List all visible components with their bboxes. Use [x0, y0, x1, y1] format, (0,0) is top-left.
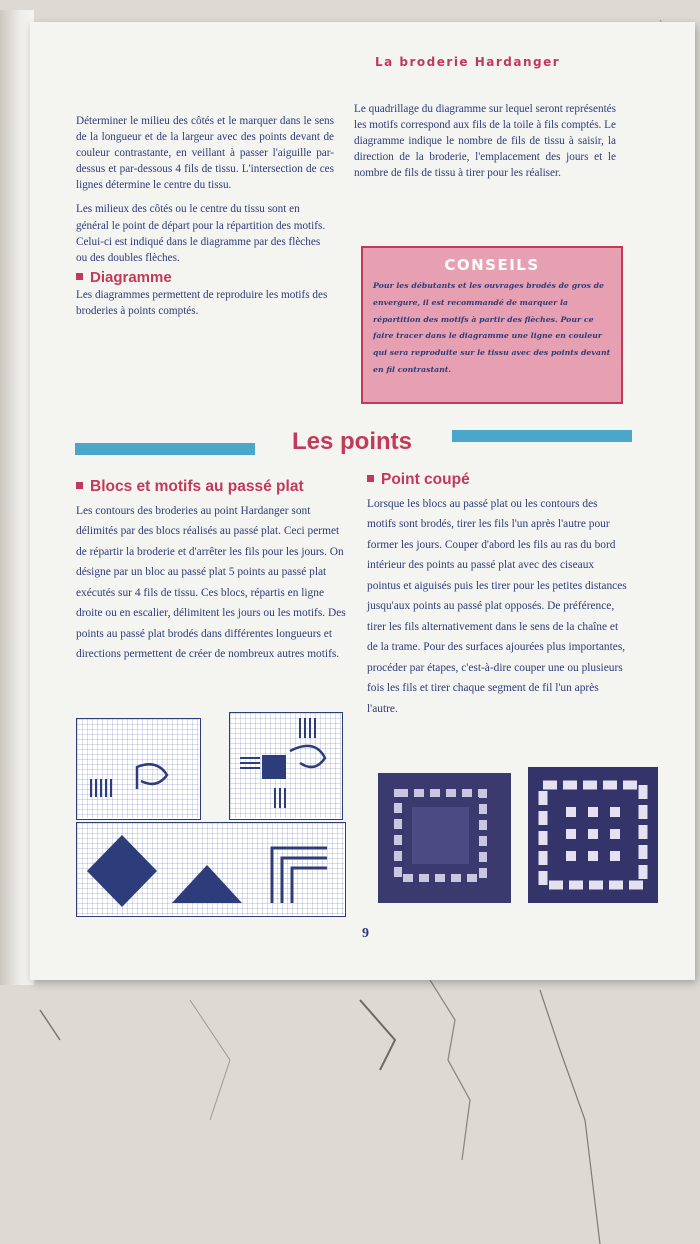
diagram-grid-2	[229, 712, 343, 820]
blocs-heading-label: Blocs et motifs au passé plat	[90, 478, 304, 495]
intro-right-column	[354, 101, 616, 189]
diagram-grid-1	[76, 718, 201, 820]
stitch-diagram-2	[230, 713, 341, 818]
intro-paragraph-1: Déterminer le milieu des côtés et le marquer dans le sens de la longueur et de la largeur avec des points devant de couleur contrastante, en veillant à passer l'aiguille par-dessus et par-dessous 4 fils de tissu. L'intersection de ces lignes détermine le centre du tissu.	[76, 115, 334, 192]
coupe-photo-2	[528, 767, 658, 903]
embroidery-photo-2	[528, 767, 658, 903]
section-bar-left	[75, 443, 255, 455]
section-bar-right	[452, 430, 632, 442]
bullet-square-icon	[76, 273, 83, 280]
embroidery-photo-1	[378, 773, 511, 903]
blocs-paragraph: Les contours des broderies au point Hardanger sont délimités par des blocs réalisés au passé plat. Ceci permet de répartir la broderie et d'arrêter les fils pour les jours. On désigne par un bloc au passé plat 5 points au passé plat exécutés sur 4 fils de tissu. Ces blocs, répartis en ligne droite ou en escalier, délimitent les jours ou les motifs. Des points au passé plat brodés dans différentes longueurs et directions permettent de créer de nombreux autres motifs.	[76, 504, 346, 660]
conseils-title: CONSEILS	[444, 256, 540, 274]
blocs-heading	[76, 477, 346, 498]
intro-left-column	[76, 113, 334, 327]
coupe-photo-1	[378, 773, 511, 903]
conseils-box	[361, 246, 623, 404]
book-spine	[0, 10, 34, 985]
intro-right-paragraph: Le quadrillage du diagramme sur lequel seront représentés les motifs correspond aux fils de la toile à fils comptés. Le diagramme indique le nombre de fils de tissu à saisir, la direction de la broderie, l'emplacement des jours et le nombre de fils de tissu à tirer pour les réaliser.	[354, 103, 616, 180]
diagramme-heading	[76, 270, 334, 286]
coupe-heading	[367, 470, 629, 491]
coupe-paragraph: Lorsque les blocs au passé plat ou les contours des motifs sont brodés, tirer les fils l'un après l'autre pour former les jours. Couper d'abord les fils au ras du bord intérieur des points au passé plat avec des ciseaux pointus et aiguisés puis les tirer pour les petites distances jusqu'aux points au passé plat opposés. De préférence, tirer les fils alternativement dans le sens de la chaîne et de la trame. Pour des surfaces ajourées plus importantes, procéder par étapes, c'est-à-dire couper une ou plusieurs fois les fils et tirer chaque segment de fil l'un après l'autre.	[367, 497, 627, 715]
diagram-grid-3	[76, 822, 346, 917]
bullet-square-icon	[367, 475, 374, 482]
diagramme-heading-label: Diagramme	[90, 268, 172, 286]
conseils-text: Pour les débutants et les ouvrages brodés de gros de envergure, il est recommandé de marquer la répartition des motifs à partir des flèches. Pour ce faire tracer dans le diagramme une ligne en couleur qui sera reproduite sur le tissu avec des points devant en fil contrastant.	[373, 281, 611, 374]
stitch-diagram-3	[77, 823, 344, 915]
blocs-column	[76, 477, 346, 673]
coupe-heading-label: Point coupé	[381, 471, 470, 488]
intro-paragraph-2: Les milieux des côtés ou le centre du tissu sont en général le point de départ pour la répartition des motifs. Celui-ci est indiqué dans le diagramme par des flèches ou des doubles flèches.	[76, 203, 326, 264]
bullet-square-icon	[76, 482, 83, 489]
coupe-column	[367, 470, 629, 727]
stitch-diagram-1	[77, 719, 199, 818]
diagramme-paragraph: Les diagrammes permettent de reproduire les motifs des broderies à points comptés.	[76, 288, 328, 318]
section-title: Les points	[291, 428, 412, 455]
running-header: La broderie Hardanger	[375, 55, 561, 69]
page-number: 9	[362, 926, 369, 941]
